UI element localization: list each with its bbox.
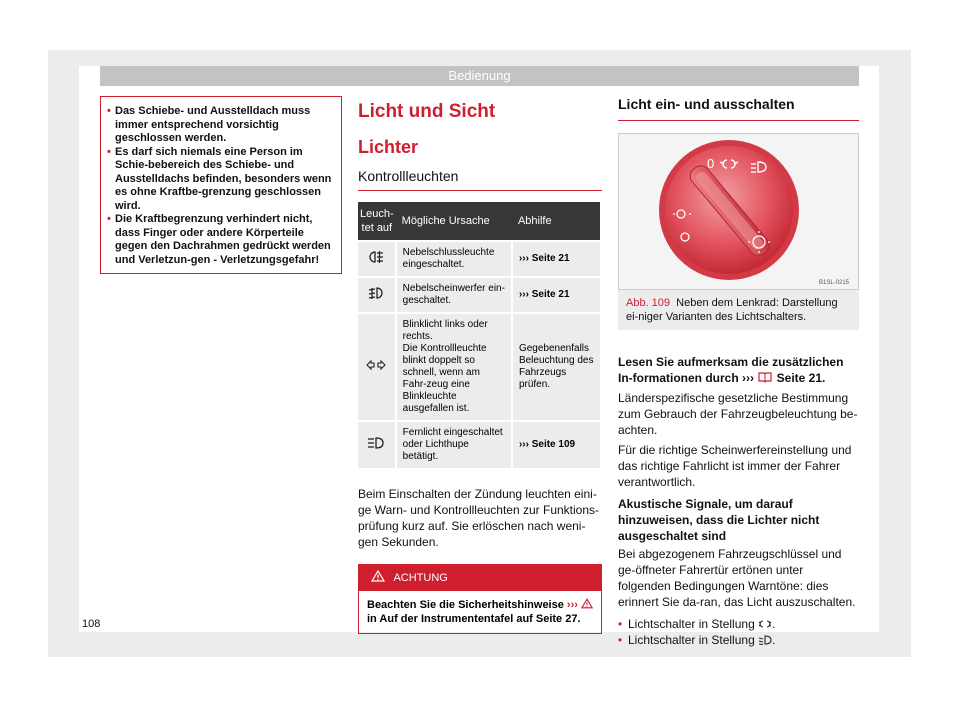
bullet-icon: •: [107, 105, 111, 117]
switch-position-off: 0: [707, 156, 715, 171]
remedy-link[interactable]: ››› Seite 21: [512, 277, 600, 313]
indicator-table: [358, 202, 600, 468]
subsection-title: Kontrollleuchten: [358, 168, 602, 191]
table-header-row: [358, 202, 600, 241]
caution-box: [358, 564, 602, 634]
page-reference-link[interactable]: Seite 21: [773, 371, 823, 385]
low-beam-icon: [758, 633, 772, 647]
warning-item-text: Die Kraftbegrenzung verhindert nicht, dass Finger oder andere Körperteile gegen den Dachrahmen gedrückt werden und Verletzun-gen - Verletzungsgefahr!: [115, 213, 331, 266]
warning-item: [107, 213, 335, 267]
caution-text: in Auf der Instrumententafel auf Seite 27.: [367, 613, 581, 625]
table-row: [358, 277, 600, 313]
light-switch-illustration: [619, 134, 858, 289]
remedy-cell: Gegebenenfalls Beleuchtung des Fahrzeugs prüfen.: [512, 313, 600, 421]
caution-label: ACHTUNG: [393, 572, 448, 584]
cause-cell: Nebelschlussleuchte eingeschaltet.: [396, 241, 512, 277]
light-switch-figure: [618, 133, 859, 290]
warning-box: [100, 96, 342, 274]
figure-code: B1SL-0215: [819, 280, 850, 286]
front-fog-light-icon: [358, 277, 396, 313]
book-icon: [757, 371, 773, 385]
warning-triangle-icon: [581, 599, 593, 611]
section-header: Bedienung: [100, 66, 859, 86]
section-title: Lichter: [358, 137, 419, 157]
side-light-icon: [758, 617, 772, 631]
warning-item: [107, 105, 335, 146]
right-column: [618, 96, 859, 648]
table-row: [358, 313, 600, 421]
cause-cell: Fernlicht eingeschaltet oder Lichthupe betätigt.: [396, 421, 512, 468]
paragraph: Länderspezifische gesetzliche Bestimmung zum Gebrauch der Fahrzeugbeleuchtung be-achten.: [618, 391, 858, 437]
warning-item-text: Das Schiebe- und Ausstelldach muss immer entsprechend vorsichtig geschlossen werden.: [115, 105, 311, 144]
middle-column: [358, 96, 602, 634]
page-number: 108: [82, 618, 101, 630]
figure-caption: [618, 290, 859, 330]
remedy-link[interactable]: ››› Seite 109: [512, 421, 600, 468]
table-row: [358, 421, 600, 468]
bullet-icon: •: [107, 213, 111, 225]
cause-cell: Blinklicht links oder rechts. Die Kontrollleuchte blinkt doppelt so schnell, wenn am Fahr-zeug eine Blinkleuchte ausgefallen ist.: [396, 313, 512, 421]
table-row: [358, 241, 600, 277]
figure-number: Abb. 109: [626, 297, 671, 309]
list-item: • Lichtschalter in Stellung .: [618, 617, 776, 631]
list-item-text: Lichtschalter in Stellung: [628, 633, 759, 647]
reference-link[interactable]: ›››: [566, 599, 578, 611]
column-header-remedy: Abhilfe: [512, 202, 600, 241]
turn-signal-icon: [358, 313, 396, 421]
note-period: .: [822, 371, 826, 385]
paragraph: Bei abgezogenem Fahrzeugschlüssel und ge-öffneter Fahrertür ertönen unter folgenden Bedingungen Warntöne: dies erinnert Sie da-ran, das Licht auszuschalten.: [618, 547, 856, 609]
reference-note: [618, 354, 859, 386]
bullet-icon: •: [618, 617, 623, 631]
warning-item-text: Es darf sich niemals eine Person im Schie-bebereich des Schiebe- und Ausstelldachs befinden, besonders wenn es ohne Kraftbe-grenzung geschlossen wird.: [115, 145, 332, 212]
left-column: [100, 96, 342, 274]
subheading: Akustische Signale, um darauf hinzuweisen, dass die Lichter nicht ausgeschaltet sind: [618, 497, 820, 543]
caution-text: Beachten Sie die Sicherheitshinweise: [367, 599, 567, 611]
bullet-icon: •: [107, 145, 111, 158]
caption-text: Neben dem Lenkrad: Darstellung ei-niger Varianten des Lichtschalters.: [626, 297, 838, 323]
warning-triangle-icon: [367, 572, 393, 584]
intro-paragraph: Beim Einschalten der Zündung leuchten eini-ge Warn- und Kontrollleuchten zur Funktions-prüfung kurz auf. Sie erlöschen nach weni-gen Sekunden.: [358, 487, 600, 549]
note-text: Lesen Sie aufmerksam die zusätzlichen In-formationen durch ›››: [618, 355, 844, 385]
high-beam-icon: [358, 421, 396, 468]
caution-body: [359, 591, 601, 633]
column-header-cause: Mögliche Ursache: [396, 202, 512, 241]
caution-header: [359, 565, 601, 591]
rear-fog-light-icon: [358, 241, 396, 277]
column-header-lights: Leuchtet auf: [358, 202, 396, 241]
chapter-title: Licht und Sicht: [358, 101, 496, 122]
section-heading: Licht ein- und ausschalten: [618, 96, 859, 121]
remedy-link[interactable]: ››› Seite 21: [512, 241, 600, 277]
warning-item: [107, 146, 335, 214]
list-item: • Lichtschalter in Stellung .: [618, 633, 776, 647]
bullet-icon: •: [618, 633, 623, 647]
paragraph: Für die richtige Scheinwerfereinstellung und das richtige Fahrlicht ist immer der Fahrer verantwortlich.: [618, 443, 852, 489]
list-item-text: Lichtschalter in Stellung: [628, 617, 759, 631]
cause-cell: Nebelscheinwerfer ein-geschaltet.: [396, 277, 512, 313]
